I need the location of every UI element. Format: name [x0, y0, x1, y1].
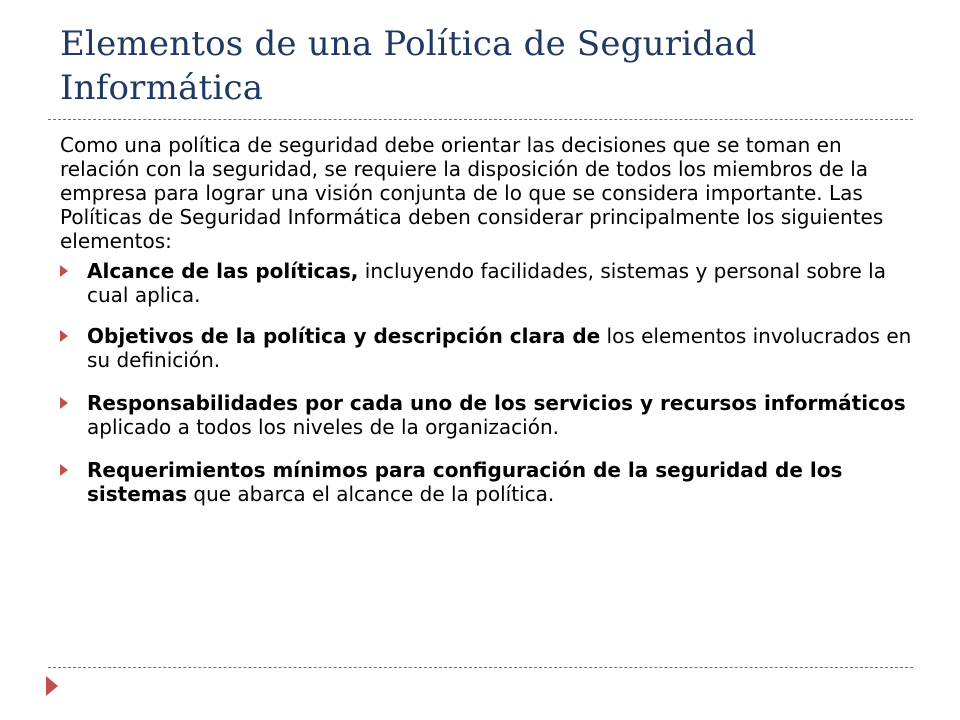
title-divider — [48, 119, 913, 120]
slide-content — [60, 133, 920, 525]
next-slide-arrow-icon[interactable] — [46, 676, 58, 696]
bullet-text: que abarca el alcance de la política. — [187, 482, 555, 506]
bullet-text: los elementos involucrados en su definición. — [87, 324, 912, 372]
footer-divider — [48, 667, 913, 668]
bullet-list — [60, 259, 920, 506]
bullet-item — [60, 259, 920, 307]
slide-title: Elementos de una Política de Seguridad Informática — [60, 24, 757, 108]
bullet-bold-text: Requerimientos mínimos para configuración de la seguridad de los sistemas — [87, 458, 843, 506]
bullet-bold-text: Objetivos de la política y descripción clara de — [87, 324, 601, 348]
bullet-item — [60, 324, 920, 372]
intro-paragraph: Como una política de seguridad debe orientar las decisiones que se toman en relación con la seguridad, se requiere la disposición de todos los miembros de la empresa para lograr una visión conjunta de lo que se considera importante. Las Políticas de Seguridad Informática deben considerar principalmente los siguientes elementos: — [60, 133, 884, 253]
bullet-item — [60, 458, 920, 506]
triangle-right-icon — [60, 330, 68, 342]
triangle-right-icon — [60, 265, 68, 277]
bullet-text: aplicado a todos los niveles de la organización. — [87, 415, 559, 439]
bullet-bold-text: Alcance de las políticas, — [87, 259, 359, 283]
triangle-right-icon — [60, 464, 68, 476]
bullet-bold-text: Responsabilidades por cada uno de los servicios y recursos informáticos — [87, 391, 906, 415]
bullet-item — [60, 391, 920, 439]
bullet-text: incluyendo facilidades, sistemas y personal sobre la cual aplica. — [87, 259, 886, 307]
triangle-right-icon — [60, 397, 68, 409]
